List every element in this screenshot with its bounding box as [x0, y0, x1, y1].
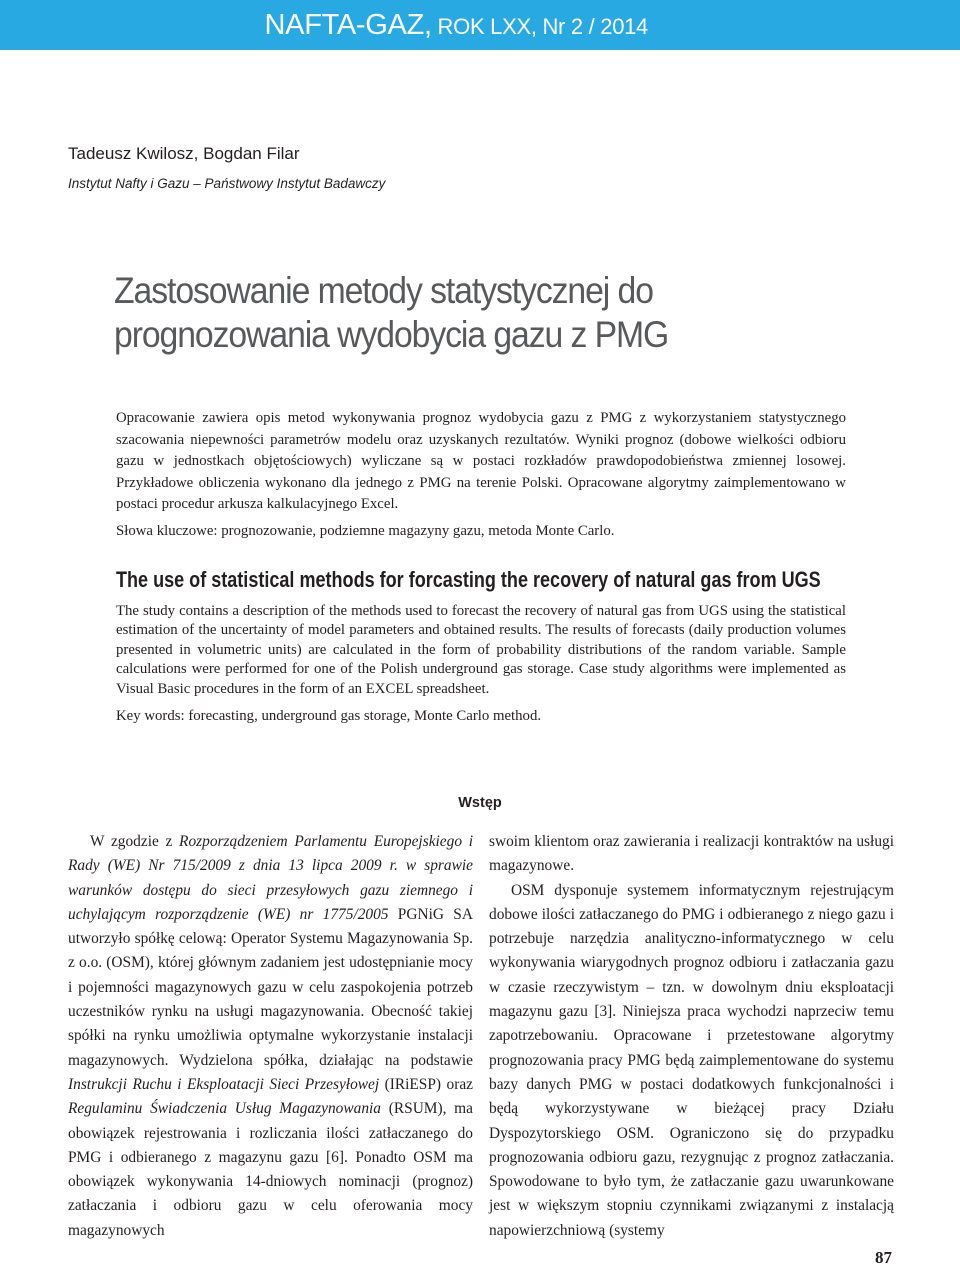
intro-text-2: PGNiG SA utworzyło spółkę celową: Operator Systemu Magazynowania Sp. z o.o. (OSM), której głównym zadaniem jest udostępnianie mocy i pojemności magazynowych gazu w celu zaspokojenia potrzeb uczestników rynku na usługi magazynowania. Obecność takiej spółki na rynku umożliwia optymalne wykorzystanie instalacji magazynowych. Wydzielona spółka, działając na podstawie [68, 905, 473, 1069]
page-number: 87 [875, 1248, 892, 1267]
body-column-right [489, 830, 894, 1243]
keywords-pl: Słowa kluczowe: prognozowanie, podziemne magazyny gazu, metoda Monte Carlo. [116, 523, 615, 539]
regulation-reference: Rozporządzeniem Parlamentu Europejskiego i Rady (WE) Nr 715/2009 z dnia 13 lipca 2009 r. w sprawie warunków dostępu do sieci przesyłowych gazu ziemnego i uchylającym rozporządzenie (WE) nr 1775/2005 [68, 833, 474, 923]
authors: Tadeusz Kwilosz, Bogdan Filar [68, 144, 300, 163]
intro-continuation: swoim klientom oraz zawierania i realizacji kontraktów na usługi magazynowe. [489, 833, 894, 875]
journal-issue: ROK LXX, Nr 2 / 2014 [431, 13, 648, 39]
intro-paragraph-1 [68, 830, 473, 1243]
abstract-en: The study contains a description of the methods used to forecast the recovery of natural gas from UGS using the statistical estimation of the uncertainty of model parameters and obtained results. The results of forecasts (daily production volumes presented in volumetric units) are calculated in the form of probability distributions of the random variable. Sample calculations were performed for one of the Polish underground gas storage. Case study algorithms were implemented as Visual Basic procedures in the form of an EXCEL spreadsheet. [116, 603, 846, 697]
intro-paragraph-2: OSM dysponuje systemem informatycznym rejestrującym dobowe ilości zatłaczanego do PMG i odbieranego z niego gazu i potrzebuje narzędzia analityczno-informatycznego w celu wykonywania wiarygodnych prognoz odbioru i zatłaczania gazu w czasie rzeczywistym – tzn. w dowolnym dniu eksploatacji magazynu gazu [3]. Niniejsza praca wychodzi naprzeciw temu zapotrzebowaniu. Opracowane i przetestowane algorytmy prognozowania pracy PMG będą zaimplementowane do systemu bazy danych PMG w postaci dodatkowych funkcjonalności i będą wykorzystywane w bieżącej pracy Działu Dyspozytorskiego OSM. Ograniczono się do przypadku prognozowania odbioru gazu, rezygnując z prognoz zatłaczania. Spowodowane to było tym, że zatłaczanie gazu uwarunkowane jest w większym stopniu czynnikami związanymi z instalacją napowierzchniową (systemy [489, 881, 894, 1239]
abstract-pl: Opracowanie zawiera opis metod wykonywania prognoz wydobycia gazu z PMG z wykorzystaniem statystycznego szacowania niepewności parametrów modelu oraz uzyskanych rezultatów. Wyniki prognoz (dobowe wielkości odbioru gazu w jednostkach objętościowych) wyliczane są w postaci rozkładów prawdopodobieństwa zmiennej losowej. Przykładowe obliczenia wykonano dla jednego z PMG na terenie Polski. Opracowane algorytmy zaimplementowano w postaci procedur arkusza kalkulacyjnego Excel. [116, 410, 846, 512]
article-title-en: The use of statistical methods for forcasting the recovery of natural gas from UGS [116, 567, 821, 592]
section-title-intro: Wstęp [458, 795, 502, 811]
body-column-left [68, 830, 473, 1243]
article-title-pl: Zastosowanie metody statystycznej do prognozowania wydobycia gazu z PMG [114, 269, 669, 355]
keywords-en: Key words: forecasting, underground gas storage, Monte Carlo method. [116, 708, 542, 724]
rsum-reference: Regulaminu Świadczenia Usług Magazynowania [68, 1100, 382, 1118]
intro-text-4: (RSUM), ma obowiązek rejestrowania i rozliczania ilości zatłaczanego do PMG i odbieranego z magazynu gazu [6]. Ponadto OSM ma obowiązek wykonywania 14-dniowych nominacji (prognoz) zatłaczania i odbioru gazu w celu oferowania mocy magazynowych [68, 1100, 473, 1239]
intro-text-3: (IRiESP) oraz [379, 1075, 473, 1093]
journal-title [265, 9, 648, 42]
journal-name: NAFTA-GAZ, [264, 8, 432, 41]
journal-header-bar [0, 0, 960, 50]
intro-text-1: W zgodzie z [90, 833, 180, 850]
affiliation: Instytut Nafty i Gazu – Państwowy Instytut Badawczy [68, 176, 386, 191]
iriesp-reference: Instrukcji Ruchu i Eksploatacji Sieci Przesyłowej [68, 1075, 380, 1093]
